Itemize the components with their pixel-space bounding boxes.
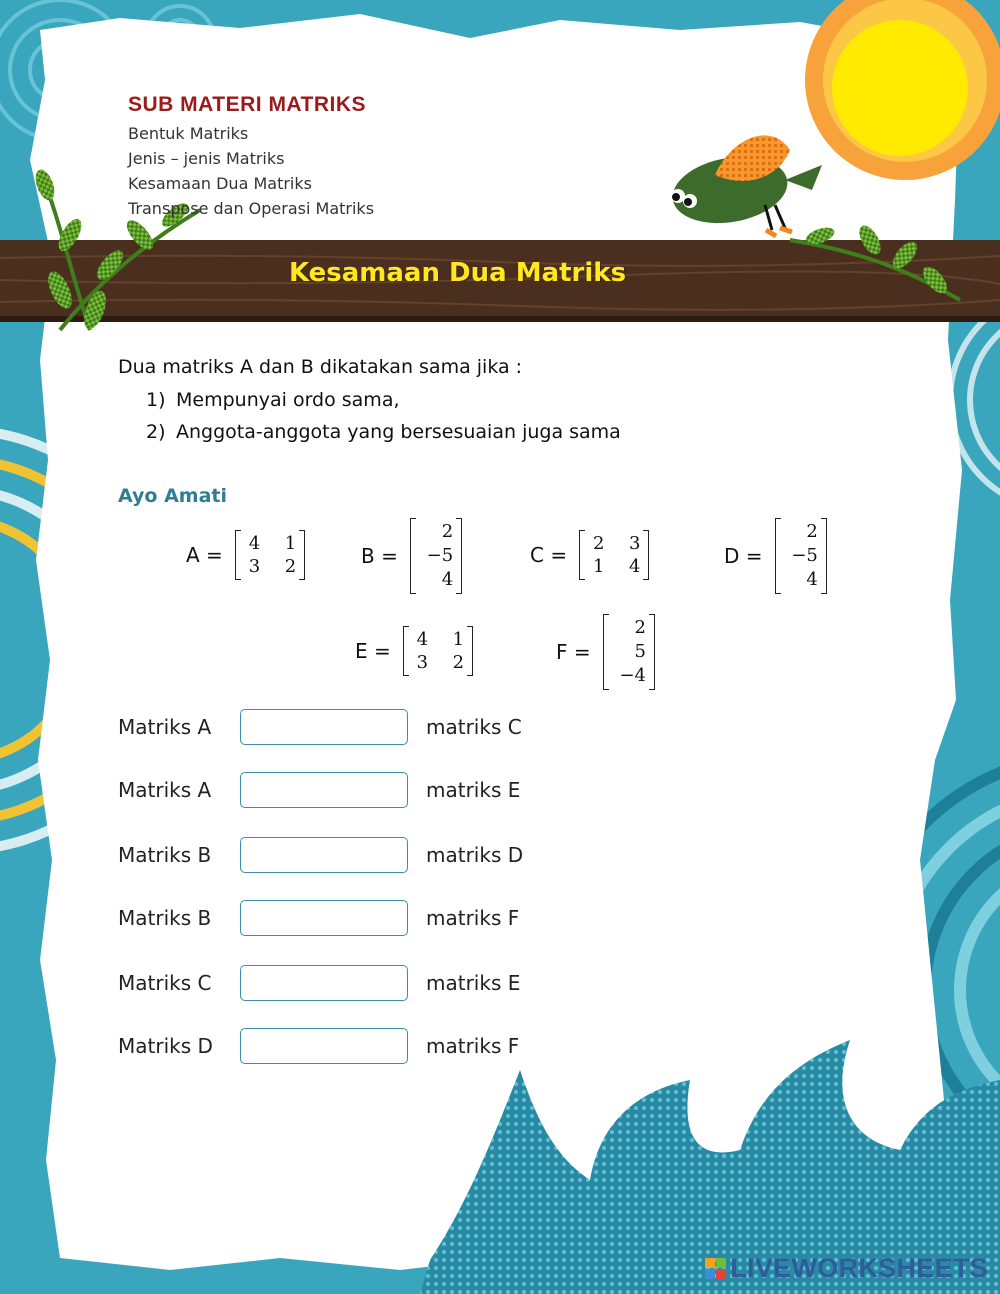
matrix-label: D =	[724, 544, 769, 568]
matrix-cell: 2	[634, 617, 646, 638]
matrix-cell: 2	[806, 521, 818, 542]
matrix-brackets	[403, 626, 473, 676]
answer-box[interactable]	[240, 709, 408, 745]
comparison-right: matriks F	[426, 1034, 520, 1058]
matrix-cell: 4	[628, 556, 641, 577]
comparison-left: Matriks B	[118, 843, 212, 867]
definition-intro: Dua matriks A dan B dikatakan sama jika :	[118, 356, 523, 378]
matrix-cell: 2	[452, 652, 465, 673]
comparison-left: Matriks A	[118, 715, 212, 739]
answer-box[interactable]	[240, 900, 408, 936]
comparison-left: Matriks D	[118, 1034, 213, 1058]
rule-number: 2)	[146, 421, 166, 443]
matrix-cell: −4	[619, 665, 646, 686]
matrix-d	[724, 518, 827, 594]
sub-materi-item: Bentuk Matriks	[128, 124, 249, 143]
matrix-cell: 3	[416, 652, 429, 673]
logo-text: LIVEWORKSHEETS	[730, 1253, 988, 1283]
matrix-cell: 2	[592, 533, 605, 554]
comparison-right: matriks E	[426, 778, 521, 802]
banner-title: Kesamaan Dua Matriks	[288, 258, 627, 288]
rule-number: 1)	[146, 389, 166, 411]
matrix-cell: −5	[791, 545, 818, 566]
answer-box[interactable]	[240, 772, 408, 808]
rule-text: Anggota-anggota yang bersesuaian juga sama	[176, 421, 621, 443]
matrix-label: C =	[530, 543, 574, 567]
sub-materi-item: Jenis – jenis Matriks	[128, 149, 285, 168]
comparison-row	[118, 900, 519, 936]
answer-box[interactable]	[240, 965, 408, 1001]
matrix-label: A =	[186, 543, 230, 567]
matrix-label: F =	[556, 640, 597, 664]
matrix-cell: −5	[426, 545, 454, 566]
sub-materi-item: Kesamaan Dua Matriks	[128, 174, 312, 193]
rule-text: Mempunyai ordo sama,	[176, 389, 400, 411]
comparison-right: matriks E	[426, 971, 521, 995]
observe-heading: Ayo Amati	[118, 485, 227, 507]
comparison-left: Matriks B	[118, 906, 212, 930]
matrix-e	[355, 626, 473, 676]
matrix-cell: 2	[284, 556, 297, 577]
sub-materi-item: Transpose dan Operasi Matriks	[128, 199, 375, 218]
matrix-label: E =	[355, 639, 398, 663]
matrix-cell: 2	[441, 521, 454, 542]
matrix-brackets	[410, 518, 462, 594]
definition-rule	[146, 421, 621, 443]
matrix-cell: 4	[806, 569, 818, 590]
matrix-c	[530, 530, 649, 580]
comparison-row	[118, 1028, 519, 1064]
matrix-brackets	[579, 530, 649, 580]
comparison-row	[118, 709, 522, 745]
matrix-cell: 1	[592, 556, 605, 577]
comparison-left: Matriks A	[118, 778, 212, 802]
matrix-cell: 3	[628, 533, 641, 554]
matrix-a	[186, 530, 305, 580]
matrix-f	[556, 614, 655, 690]
definition-rule	[146, 389, 400, 411]
comparison-right: matriks C	[426, 715, 522, 739]
matrix-cell: 5	[634, 641, 646, 662]
matrix-brackets	[235, 530, 305, 580]
answer-box[interactable]	[240, 837, 408, 873]
logo-mark-icon	[705, 1258, 726, 1279]
matrix-cell: 4	[416, 629, 429, 650]
matrix-brackets	[775, 518, 827, 594]
comparison-row	[118, 772, 520, 808]
matrix-cell: 1	[452, 629, 465, 650]
comparison-row	[118, 837, 523, 873]
matrix-cell: 3	[248, 556, 261, 577]
answer-box[interactable]	[240, 1028, 408, 1064]
matrix-cell: 4	[441, 569, 454, 590]
comparison-row	[118, 965, 520, 1001]
matrix-brackets	[603, 614, 655, 690]
comparison-left: Matriks C	[118, 971, 212, 995]
matrix-cell: 1	[284, 533, 297, 554]
matrix-b	[361, 518, 462, 594]
comparison-right: matriks F	[426, 906, 520, 930]
sub-materi-title: SUB MATERI MATRIKS	[128, 93, 367, 116]
matrix-label: B =	[361, 544, 405, 568]
matrix-cell: 4	[248, 533, 261, 554]
comparison-right: matriks D	[426, 843, 524, 867]
liveworksheets-logo	[705, 1253, 988, 1284]
